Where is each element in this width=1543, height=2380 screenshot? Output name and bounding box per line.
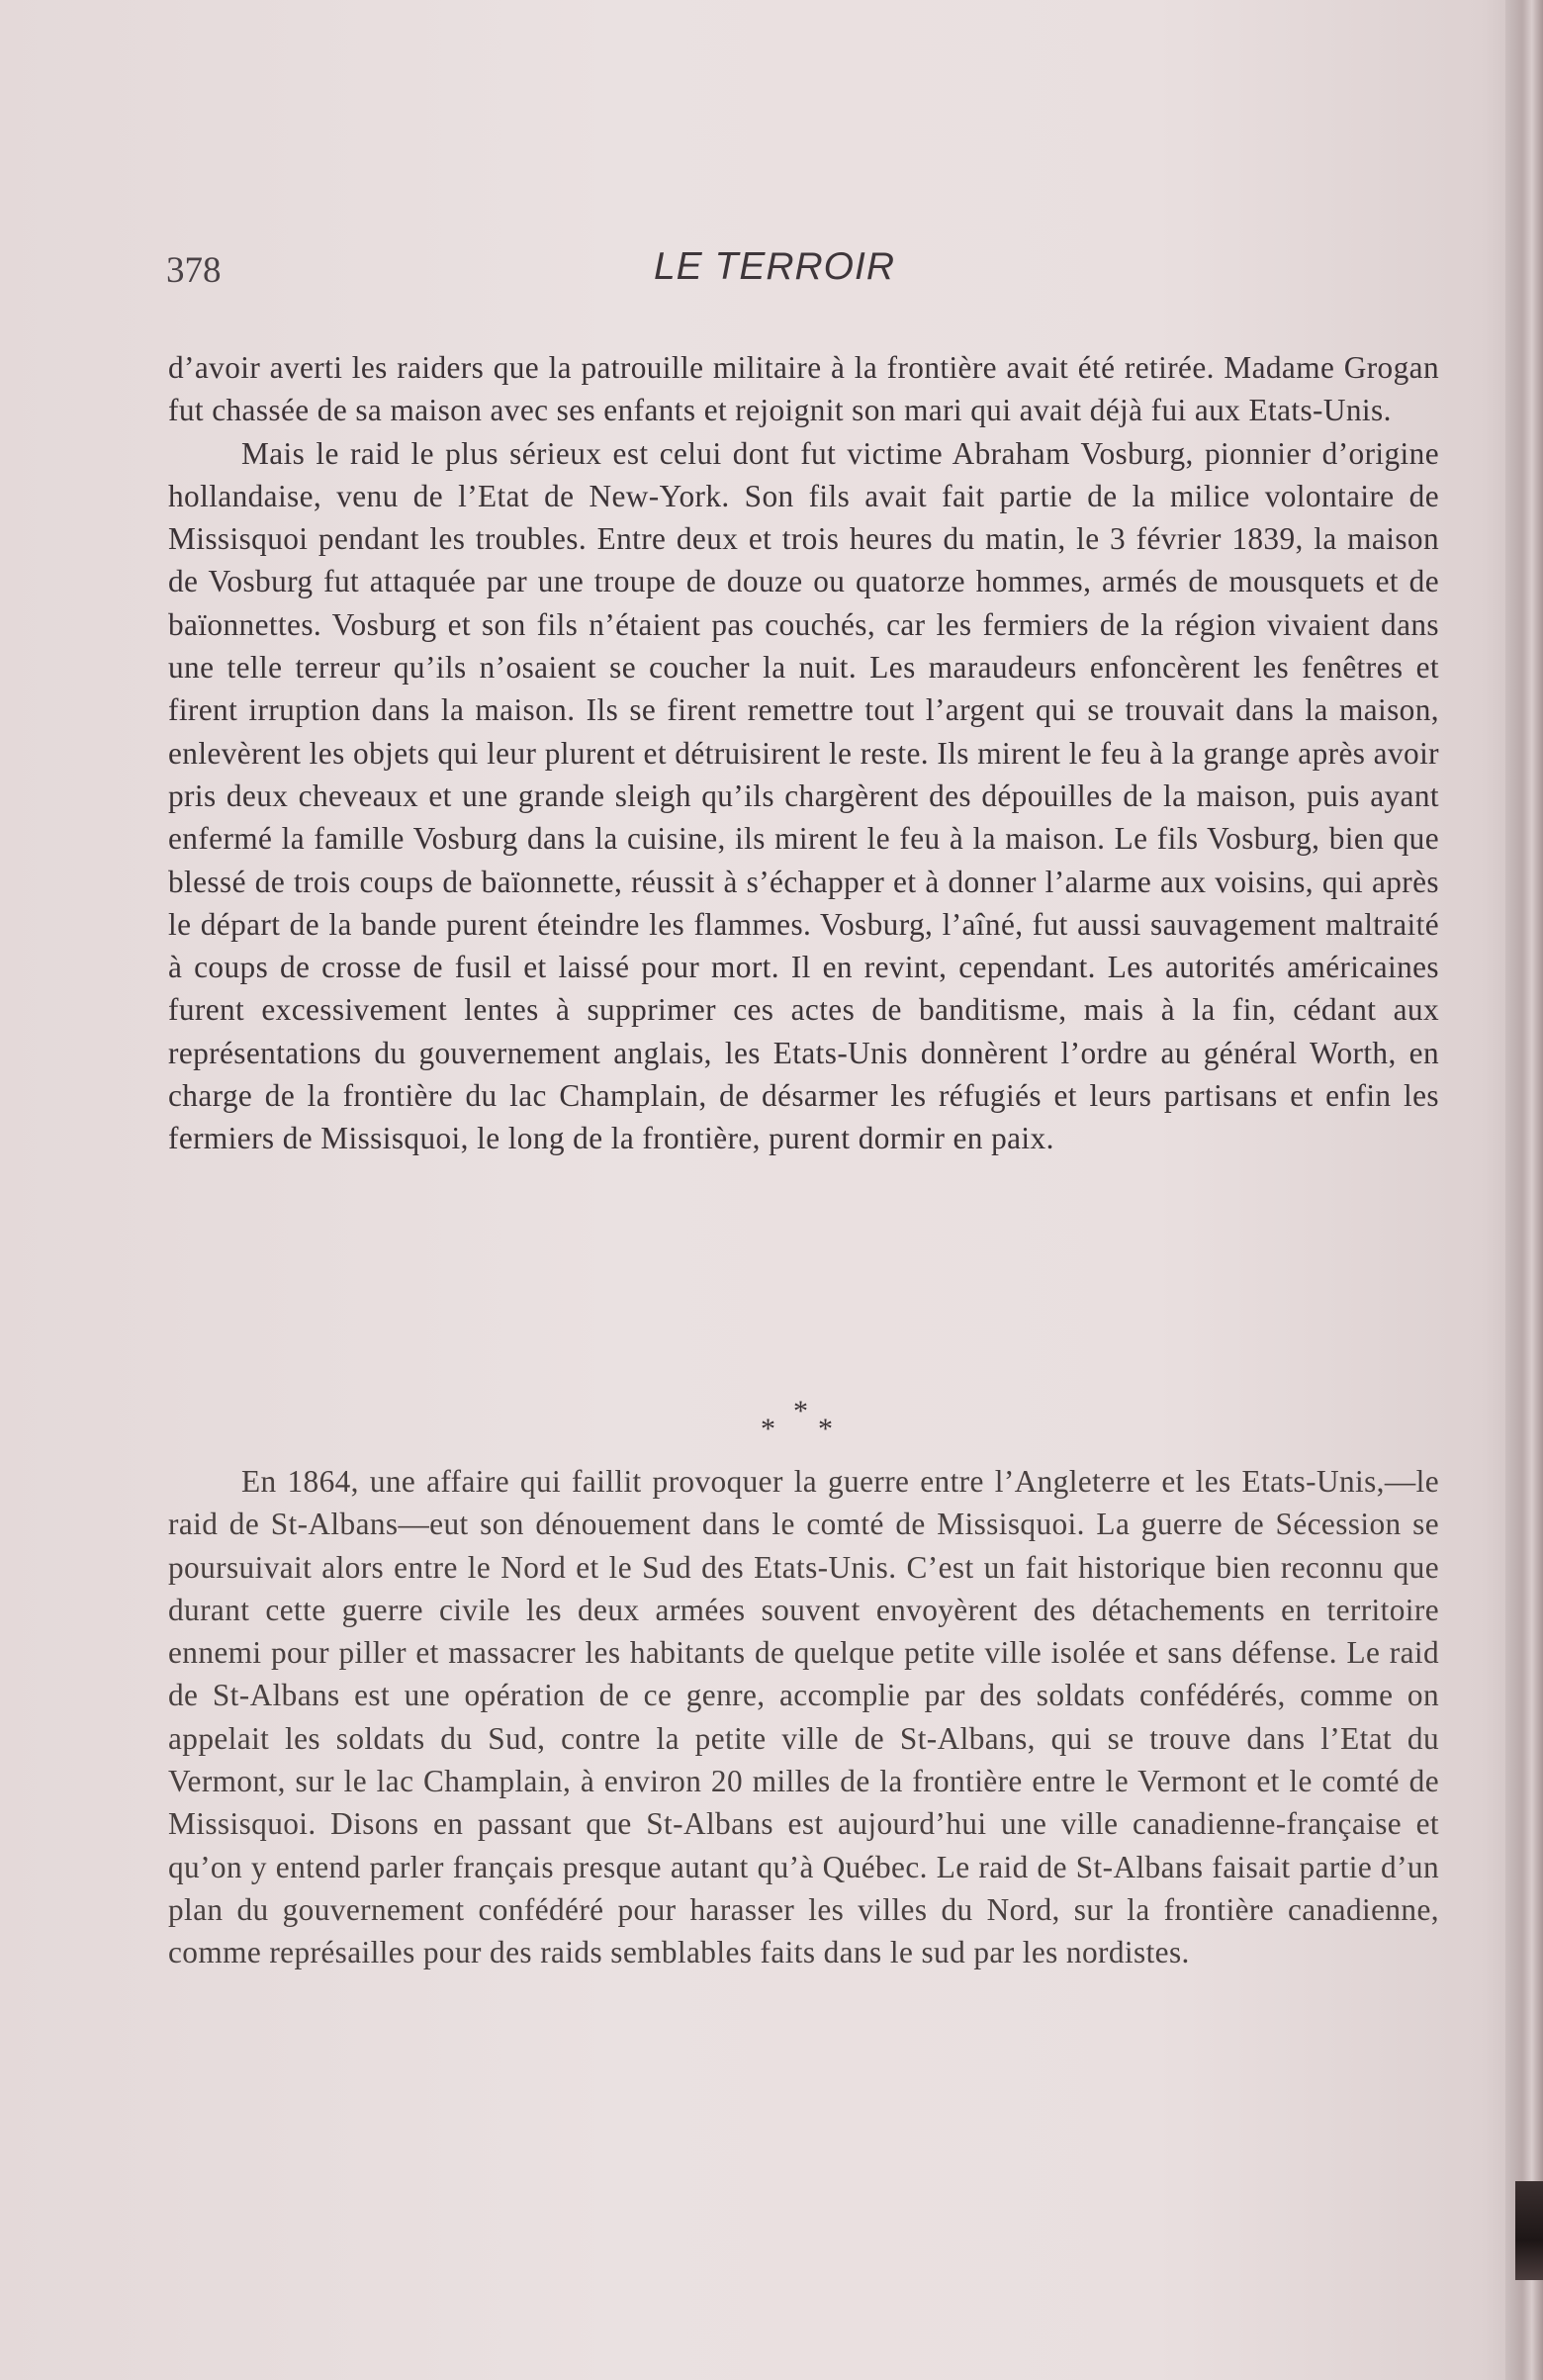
page-edge-dark-tab xyxy=(1515,2181,1543,2280)
page-number: 378 xyxy=(166,250,222,291)
paragraph-continuation: d’avoir averti les raiders que la patrouille militaire à la frontière avait été retirée. Madame Grogan fut chassée de sa maison avec ses enfants et rejoignit son mari qui avait déjà fui aux Etats-Unis. xyxy=(168,350,1439,428)
text-block-top xyxy=(168,346,1439,1160)
paragraph-st-albans-raid: En 1864, une affaire qui faillit provoquer la guerre entre l’Angleterre et les Etats-Unis,—le raid de St-Albans—eut son dénouement dans le comté de Missisquoi. La guerre de Sécession se poursuivait alors entre le Nord et le Sud des Etats-Unis. C’est un fait historique bien reconnu que durant cette guerre civile les deux armées souvent envoyèrent des détachements en territoire ennemi pour piller et massacrer les habitants de quelque petite ville isolée et sans défense. Le raid de St-Albans est une opération de ce genre, accomplie par des soldats confédérés, comme on appelait les soldats du Sud, contre la petite ville de St-Albans, qui se trouve dans l’Etat du Vermont, sur le lac Champlain, à environ 20 milles de la frontière entre le Vermont et le comté de Missisquoi. Disons en passant que St-Albans est aujourd’hui une ville canadienne-française et qu’on y entend parler français presque autant qu’à Québec. Le raid de St-Albans faisait partie d’un plan du gouvernement confédéré pour harasser les villes du Nord, sur la frontière canadienne, comme représailles pour des raids semblables faits dans le sud par les nordistes. xyxy=(168,1464,1439,1970)
separator-asterisk-top: * xyxy=(793,1395,808,1427)
separator-asterisk-left: * xyxy=(761,1413,775,1445)
section-separator xyxy=(747,1395,846,1454)
paragraph-vosburg-raid: Mais le raid le plus sérieux est celui dont fut victime Abraham Vosburg, pionnier d’origine hollandaise, venu de l’Etat de New-York. Son fils avait fait partie de la milice volontaire de Missisquoi pendant les troubles. Entre deux et trois heures du matin, le 3 février 1839, la maison de Vosburg fut attaquée par une troupe de douze ou quatorze hommes, armés de mousquets et de baïonnettes. Vosburg et son fils n’étaient pas couchés, car les fermiers de la région vivaient dans une telle terreur qu’ils n’osaient se coucher la nuit. Les maraudeurs enfoncèrent les fenêtres et firent irruption dans la maison. Ils se firent remettre tout l’argent qui se trouvait dans la maison, enlevèrent les objets qui leur plurent et détruisirent le reste. Ils mirent le feu à la grange après avoir pris deux cheveaux et une grande sleigh qu’ils chargèrent des dépouilles de la maison, puis ayant enfermé la famille Vosburg dans la cuisine, ils mirent le feu à la maison. Le fils Vosburg, bien que blessé de trois coups de baïonnette, réussit à s’échapper et à donner l’alarme aux voisins, qui après le départ de la bande purent éteindre les flammes. Vosburg, l’aîné, fut aussi sauvagement maltraité à coups de crosse de fusil et laissé pour mort. Il en revint, cependant. Les autorités américaines furent excessivement lentes à supprimer ces actes de banditisme, mais à la fin, cédant aux représentations du gouvernement anglais, les Etats-Unis donnèrent l’ordre au général Worth, en charge de la frontière du lac Champlain, de désarmer les réfugiés et leurs partisans et enfin les fermiers de Missisquoi, le long de la frontière, purent dormir en paix. xyxy=(168,435,1439,1156)
page-edge-shadow xyxy=(1505,0,1543,2380)
running-title: LE TERROIR xyxy=(653,245,896,288)
text-block-bottom xyxy=(168,1460,1439,1974)
separator-asterisk-right: * xyxy=(818,1413,833,1445)
page-header xyxy=(166,245,1383,305)
